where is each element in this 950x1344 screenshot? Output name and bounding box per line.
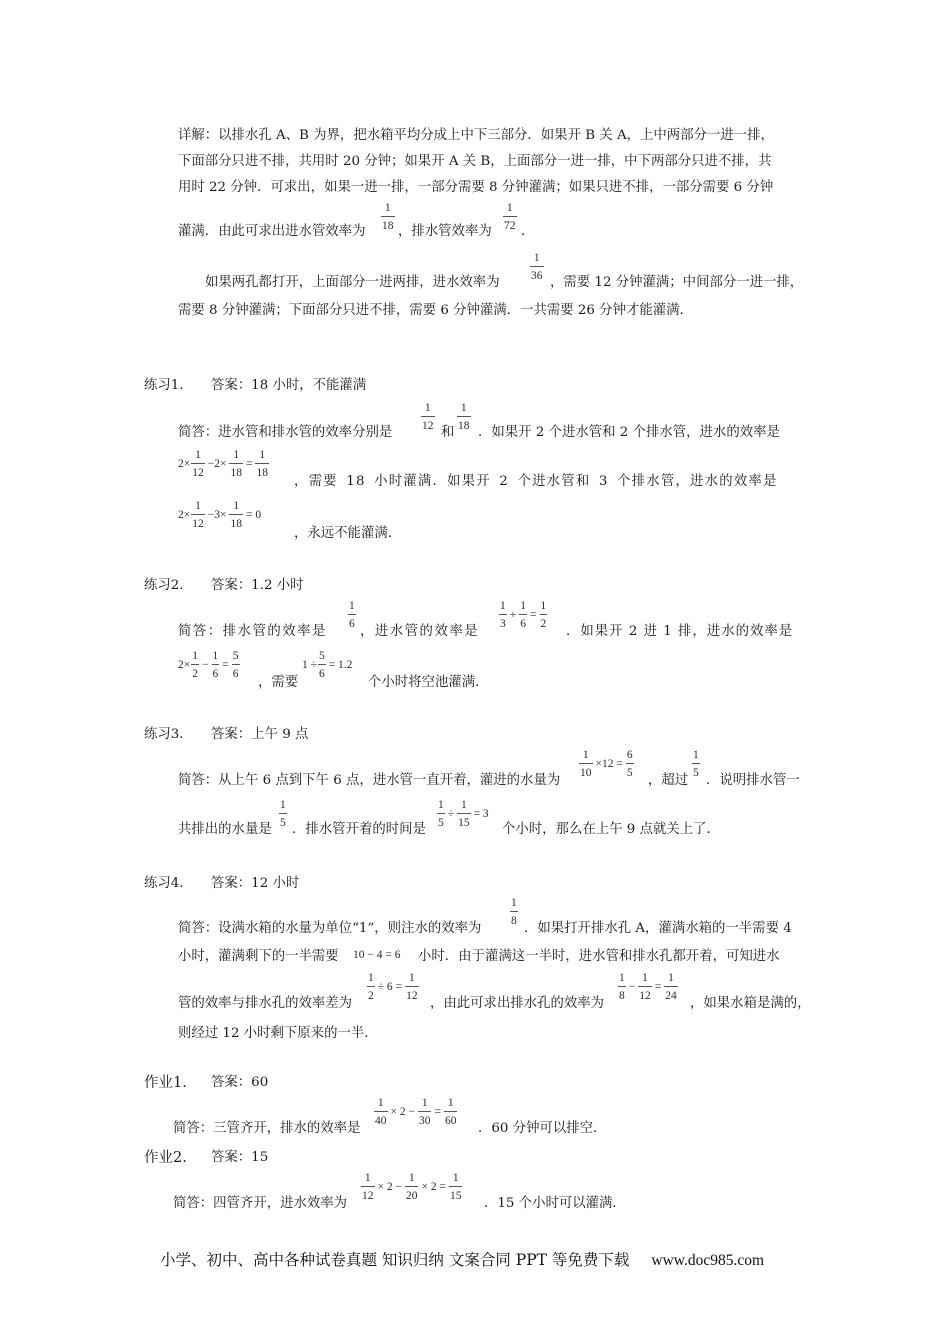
denominator: 8 <box>511 915 517 927</box>
exercise-label: 练习3. <box>144 727 184 742</box>
numerator: 1 <box>384 202 391 214</box>
ex3-division-expression <box>436 799 491 829</box>
operator: ÷ 6 = <box>377 981 403 993</box>
numerator: 5 <box>232 650 239 662</box>
denominator: 8 <box>619 990 625 1002</box>
denominator: 2 <box>192 668 198 680</box>
intro-p2-line-2: 需要 8 分钟灌满；下面部分只进不排，需要 6 分钟灌满．一共需要 26 分钟才能灌满． <box>178 303 693 318</box>
operator: − <box>202 659 209 671</box>
homework-label: 作业1. <box>144 1075 187 1091</box>
exercise-2-header <box>144 578 304 594</box>
denominator: 10 <box>580 767 592 779</box>
denominator: 12 <box>192 518 204 530</box>
operator: 1 ÷ <box>302 659 317 671</box>
numerator: 1 <box>408 1172 415 1184</box>
denominator: 5 <box>693 767 699 779</box>
fraction <box>626 749 634 779</box>
ex1-expression-1 <box>178 449 270 479</box>
numerator: 1 <box>424 402 431 414</box>
intro-line-1: 详解：以排水孔 A、B 为界，把水箱平均分成上中下三部分．如果开 B 关 A，上中两部分一进一排， <box>178 128 774 143</box>
denominator: 6 <box>232 668 239 680</box>
homework-answer: 答案：15 <box>211 1150 269 1165</box>
fraction <box>191 500 205 530</box>
ex4-line-1a: 简答：设满水箱的水量为单位“1”，则注水的效率为 <box>178 921 482 936</box>
numerator: 1 <box>408 972 415 984</box>
operator: = <box>245 458 253 470</box>
numerator: 1 <box>349 600 355 612</box>
fraction <box>229 449 243 479</box>
operator: = <box>434 1106 441 1118</box>
operator: = <box>654 981 662 993</box>
ex3-line-1c: ．说明排水管一 <box>706 773 800 788</box>
ex1-line-3: ，永远不能灌满． <box>294 526 402 541</box>
fraction <box>457 799 471 829</box>
numerator: 1 <box>259 449 266 461</box>
denominator: 6 <box>520 618 526 630</box>
fraction <box>212 650 220 680</box>
denominator: 6 <box>349 618 355 630</box>
ex4-line-3c: ，如果水箱是满的， <box>690 996 811 1011</box>
fraction <box>318 650 326 680</box>
denominator: 5 <box>280 817 286 829</box>
numerator: 1 <box>421 1097 428 1109</box>
ex2-line-1c: ．如果开 2 进 1 排，进水的效率是 <box>566 624 794 639</box>
fraction-1-18 <box>457 402 471 432</box>
exercise-answer: 答案：1.2 小时 <box>211 578 304 593</box>
denominator: 18 <box>230 467 242 479</box>
numerator: 1 <box>500 600 506 612</box>
numerator: 1 <box>368 972 374 984</box>
ex4-expression-1 <box>366 972 420 1002</box>
numerator: 1 <box>377 1097 384 1109</box>
denominator: 12 <box>192 467 204 479</box>
denominator: 12 <box>639 990 651 1002</box>
denominator: 15 <box>449 1190 462 1202</box>
ex2-line-2b: 个小时将空池灌满． <box>368 675 489 690</box>
fraction-1-36 <box>530 252 544 282</box>
fraction <box>638 972 652 1002</box>
numerator: 1 <box>233 449 240 461</box>
ex1-line-1b: 和 <box>441 425 455 440</box>
ex2-line-1a: 简答：排水管的效率是 <box>178 624 327 639</box>
fraction <box>232 650 240 680</box>
numerator: 1 <box>668 972 674 984</box>
numerator: 1 <box>438 799 444 811</box>
numerator: 1 <box>582 749 589 761</box>
denominator: 72 <box>504 220 516 232</box>
fraction <box>618 972 626 1002</box>
denominator: 5 <box>626 767 633 779</box>
numerator: 1 <box>511 897 517 909</box>
ex1-expression-2 <box>178 500 263 530</box>
footer-text: 小学、初中、高中各种试卷真题 知识归纳 文案合同 PPT 等免费下载 <box>160 1251 630 1269</box>
fraction <box>367 972 375 1002</box>
fraction <box>437 799 445 829</box>
operator: + <box>509 609 517 621</box>
homework-2-header <box>144 1150 269 1166</box>
numerator: 1 <box>540 600 547 612</box>
ex4-line-2a: 小时，灌满剩下的一半需要 <box>178 949 339 964</box>
fraction <box>405 1172 419 1202</box>
exercise-answer: 答案：18 小时，不能灌满 <box>211 378 367 393</box>
ex2-efficiency-expression <box>178 650 241 680</box>
ex4-calc <box>353 949 400 961</box>
operator: = <box>222 659 229 671</box>
numerator: 1 <box>447 1097 454 1109</box>
ex1-line-1a: 简答：进水管和排水管的效率分别是 <box>178 425 393 440</box>
fraction-1-72 <box>503 202 517 232</box>
denominator: 12 <box>422 420 434 432</box>
operator: − <box>628 981 636 993</box>
ex1-line-2: ，需要 18 小时灌满．如果开 2 个进水管和 3 个排水管，进水的效率是 <box>294 474 778 489</box>
numerator: 6 <box>626 749 633 761</box>
intro-p2-line-1b: ，需要 12 分钟灌满；中间部分一进一排， <box>550 275 804 290</box>
fraction <box>191 650 199 680</box>
exercise-answer: 答案：上午 9 点 <box>211 727 309 742</box>
hw1-line-1b: ．60 分钟可以排空． <box>478 1121 607 1136</box>
ex2-division-expression <box>302 650 354 680</box>
fraction <box>374 1097 388 1127</box>
fraction <box>418 1097 432 1127</box>
operator: 2× <box>178 659 191 671</box>
numerator: 1 <box>520 600 526 612</box>
numerator: 1 <box>192 650 198 662</box>
fraction <box>499 600 507 630</box>
hw2-expression <box>360 1172 463 1202</box>
ex3-product-expression <box>578 749 635 779</box>
operator: 2× <box>178 458 191 470</box>
fraction <box>664 972 678 1002</box>
numerator: 5 <box>318 650 325 662</box>
homework-1-header <box>144 1075 269 1091</box>
page-footer <box>160 1248 764 1270</box>
numerator: 1 <box>506 202 513 214</box>
operator: ÷ <box>447 808 455 820</box>
denominator: 12 <box>362 1190 374 1202</box>
ex4-line-3b: ，由此可求出排水孔的效率为 <box>430 996 605 1011</box>
denominator: 36 <box>531 270 543 282</box>
operator: × 2 − <box>377 1181 402 1193</box>
intro-p2-line-1a: 如果两孔都打开，上面部分一进两排，进水效率为 <box>205 275 500 290</box>
denominator: 40 <box>375 1115 387 1127</box>
exercise-3-header <box>144 727 309 743</box>
footer-url[interactable]: www.doc985.com <box>651 1252 765 1269</box>
ex4-line-2b: 小时．由于灌满这一半时，进水管和排水孔都开着，可知进水 <box>418 949 780 964</box>
fraction-1-6 <box>348 600 356 630</box>
fraction-1-18 <box>381 202 395 232</box>
denominator: 24 <box>665 990 677 1002</box>
denominator: 6 <box>212 668 219 680</box>
operator: = 1.2 <box>328 659 353 671</box>
exercise-label: 练习4. <box>144 876 184 891</box>
numerator: 1 <box>195 449 201 461</box>
intro-line-4a: 灌满．由此可求出进水管效率为 <box>178 224 366 239</box>
denominator: 6 <box>318 668 325 680</box>
intro-line-2: 下面部分只进不排，共用时 20 分钟；如果开 A 关 B，上面部分一进一排，中下两部分只进不排，共 <box>178 154 772 169</box>
fraction <box>519 600 527 630</box>
intro-line-4b: ，排水管效率为 <box>398 224 492 239</box>
hw1-line-1a: 简答：三管齐开，排水的效率是 <box>173 1121 361 1136</box>
operator: −3× <box>207 509 227 521</box>
denominator: 2 <box>368 990 374 1002</box>
denominator: 60 <box>444 1115 457 1127</box>
denominator: 5 <box>438 817 444 829</box>
intro-line-4c: ． <box>521 224 535 239</box>
ex3-line-2c: 个小时，那么在上午 9 点就关上了． <box>502 822 720 837</box>
exercise-1-header <box>144 378 367 394</box>
operator: × 2 − <box>390 1106 415 1118</box>
ex1-line-1c: ．如果开 2 个进水管和 2 个排水管，进水的效率是 <box>478 425 780 440</box>
hw2-line-1a: 简答：四管齐开，进水效率为 <box>173 1196 348 1211</box>
operator: 2× <box>178 509 191 521</box>
operator: ×12 = <box>595 758 623 770</box>
homework-label: 作业2. <box>144 1150 187 1166</box>
operator: = <box>530 609 537 621</box>
exercise-answer: 答案：12 小时 <box>211 876 300 891</box>
homework-answer: 答案：60 <box>211 1075 269 1090</box>
operator: = 0 <box>245 509 262 521</box>
denominator: 18 <box>230 518 242 530</box>
numerator: 1 <box>195 500 201 512</box>
fraction <box>255 449 269 479</box>
numerator: 1 <box>460 799 467 811</box>
denominator: 2 <box>540 618 547 630</box>
fraction-1-8 <box>510 897 518 927</box>
ex2-sum-expression <box>498 600 548 630</box>
denominator: 3 <box>500 618 506 630</box>
numerator: 1 <box>364 1172 371 1184</box>
numerator: 1 <box>642 972 648 984</box>
ex3-line-1b: ，超过 <box>648 773 689 788</box>
ex2-line-1b: ，进水管的效率是 <box>360 624 480 639</box>
ex2-line-2a: ，需要 <box>258 675 299 690</box>
intro-line-3: 用时 22 分钟．可求出，如果一进一排，一部分需要 8 分钟灌满；如果只进不排，一部分需要 6 分钟 <box>178 180 774 195</box>
numerator: 1 <box>693 749 699 761</box>
ex3-line-1a: 简答：从上午 6 点到下午 6 点，进水管一直开着，灌进的水量为 <box>178 773 561 788</box>
ex4-line-3a: 管的效率与排水孔的效率差为 <box>178 996 353 1011</box>
operator: = 3 <box>473 808 489 820</box>
fraction-1-12 <box>421 402 435 432</box>
numerator: 1 <box>452 1172 459 1184</box>
denominator: 12 <box>406 990 418 1002</box>
fraction <box>449 1172 463 1202</box>
exercise-label: 练习1. <box>144 378 184 393</box>
fraction <box>229 500 243 530</box>
denominator: 20 <box>405 1190 418 1202</box>
hw1-expression <box>373 1097 458 1127</box>
exercise-4-header <box>144 876 300 892</box>
denominator: 18 <box>256 467 268 479</box>
fraction <box>540 600 548 630</box>
fraction <box>444 1097 458 1127</box>
ex4-line-4: 则经过 12 小时剩下原来的一半． <box>178 1026 378 1041</box>
numerator: 1 <box>280 799 286 811</box>
denominator: 18 <box>458 420 470 432</box>
fraction <box>361 1172 375 1202</box>
fraction <box>191 449 205 479</box>
fraction <box>579 749 593 779</box>
exercise-label: 练习2. <box>144 578 184 593</box>
numerator: 1 <box>460 402 467 414</box>
numerator: 1 <box>533 252 540 264</box>
denominator: 18 <box>382 220 394 232</box>
denominator: 15 <box>458 817 470 829</box>
fraction <box>405 972 419 1002</box>
ex3-line-2b: ．排水管开着的时间是 <box>292 822 426 837</box>
ex4-expression-2 <box>617 972 679 1002</box>
hw2-line-1b: ．15 个小时可以灌满． <box>484 1196 626 1211</box>
numerator: 1 <box>619 972 625 984</box>
fraction-1-5 <box>279 799 287 829</box>
numerator: 1 <box>233 500 240 512</box>
calculation: 10 − 4 = 6 <box>353 949 401 961</box>
operator: × 2 = <box>421 1181 446 1193</box>
ex4-line-1b: ．如果打开排水孔 A，灌满水箱的一半需要 4 <box>524 921 792 936</box>
fraction-1-5 <box>692 749 700 779</box>
denominator: 30 <box>418 1115 431 1127</box>
ex3-line-2a: 共排出的水量是 <box>178 822 272 837</box>
numerator: 1 <box>212 650 219 662</box>
operator: −2× <box>207 458 227 470</box>
